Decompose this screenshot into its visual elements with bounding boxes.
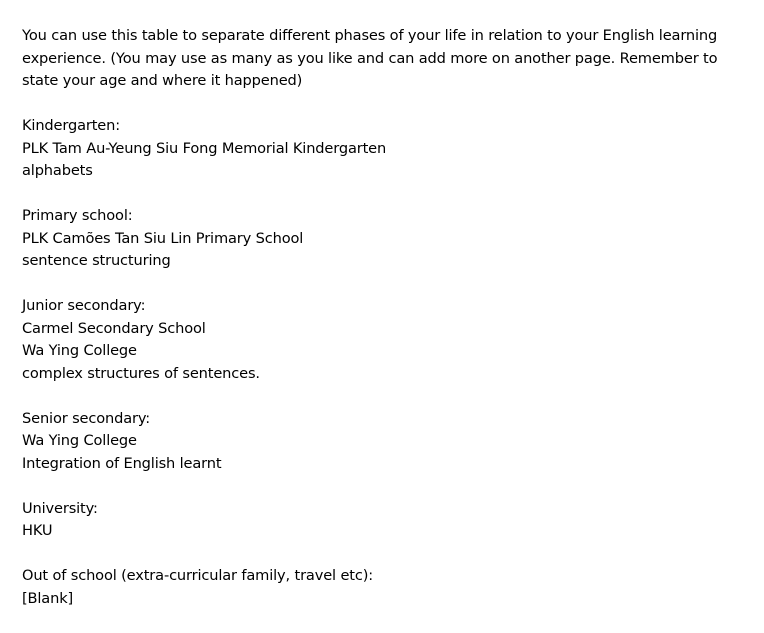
document-body (22, 25, 752, 633)
section-line: complex structures of sentences. (22, 364, 260, 382)
section-heading: Junior secondary: (22, 297, 146, 314)
intro-line: state your age and where it happened) (22, 72, 303, 89)
section-heading: Senior secondary: (22, 409, 151, 427)
section-line: Wa Ying College (22, 342, 137, 359)
section-junior-secondary (22, 295, 752, 385)
section-heading: Primary school: (22, 207, 133, 224)
section-line: PLK Camões Tan Siu Lin Primary School (22, 229, 304, 247)
section-out-of-school (22, 565, 752, 610)
intro-line: experience. (You may use as many as you like and can add more on another page. Remember to (22, 49, 718, 67)
section-primary-school (22, 205, 752, 273)
section-heading: Kindergarten: (22, 117, 120, 134)
section-heading: University: (22, 499, 98, 517)
section-line: alphabets (22, 162, 93, 179)
section-line: PLK Tam Au-Yeung Siu Fong Memorial Kindergarten (22, 139, 387, 157)
section-heading: Out of school (extra-curricular family, travel etc): (22, 567, 374, 584)
section-line: Carmel Secondary School (22, 319, 206, 337)
section-kindergarten (22, 115, 752, 183)
section-line: HKU (22, 522, 53, 539)
section-line: Integration of English learnt (22, 454, 222, 472)
section-line: sentence structuring (22, 252, 171, 269)
intro-paragraph (22, 25, 752, 93)
section-line: Wa Ying College (22, 432, 137, 449)
section-senior-secondary (22, 408, 752, 476)
intro-line: You can use this table to separate different phases of your life in relation to your English learning (22, 27, 718, 44)
section-line: [Blank] (22, 589, 74, 607)
section-university (22, 498, 752, 543)
